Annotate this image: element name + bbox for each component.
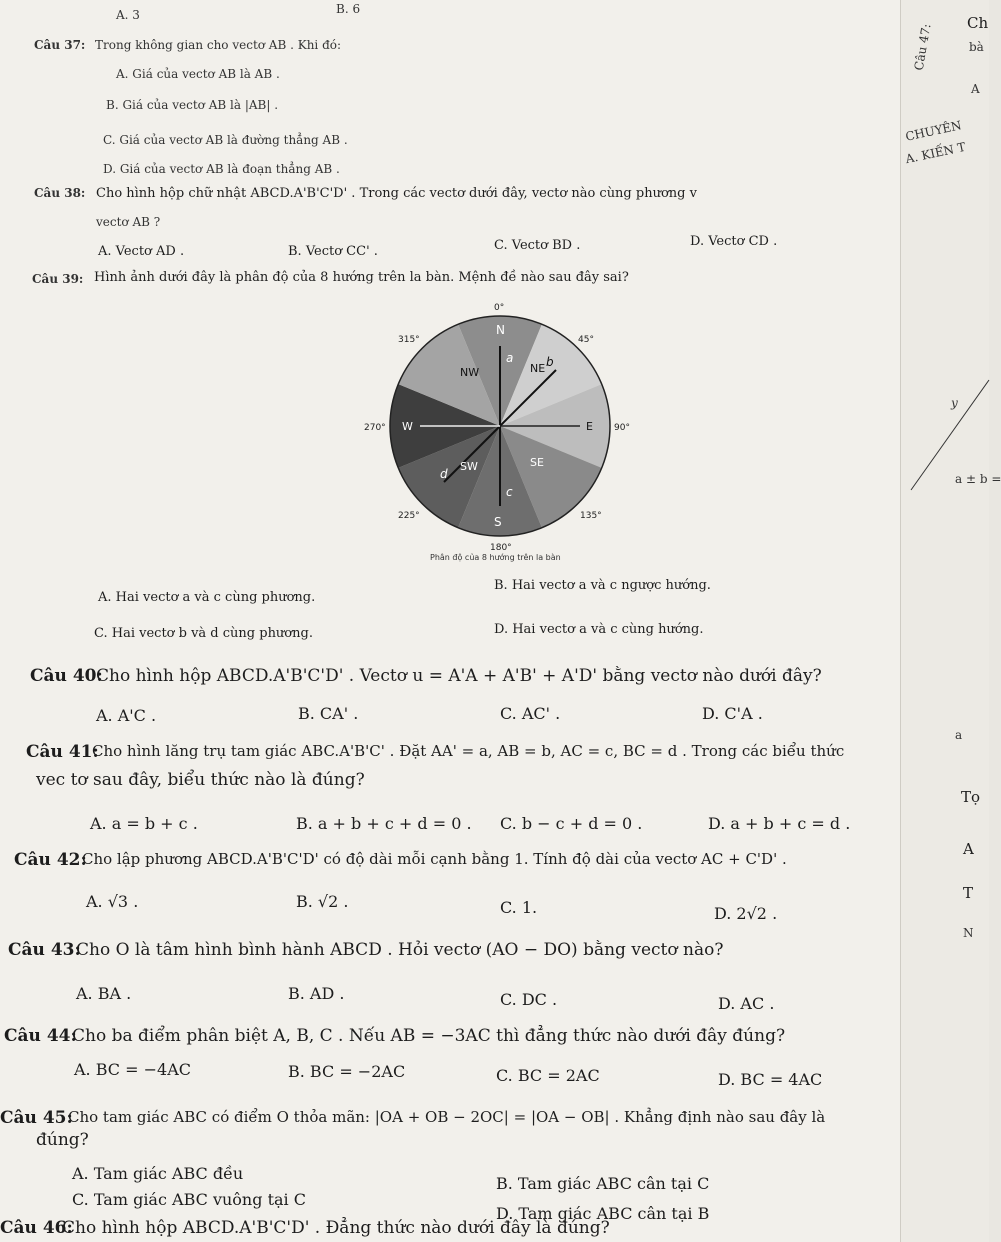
vector-a-label: a (506, 351, 514, 365)
question-45-head: Câu 45: (0, 1108, 73, 1128)
strip-chuyen: CHUYÊN (904, 118, 963, 144)
question-41-text: Cho hình lăng trụ tam giác ABC.A'B'C' . Đặt AA' = a, AB = b, AC = c, BC = d . Trong các biểu thức (92, 742, 845, 760)
question-45-text-2: đúng? (36, 1130, 89, 1150)
question-45-option-b: B. Tam giác ABC cân tại C (496, 1174, 710, 1193)
question-44-text: Cho ba điểm phân biệt A, B, C . Nếu AB = −3AC thì đẳng thức nào dưới đây đúng? (72, 1026, 786, 1046)
strip-ba: bà (969, 40, 984, 54)
question-38-option-d: D. Vectơ CD . (690, 234, 778, 249)
question-37-option-d: D. Giá của vectơ AB là đoạn thẳng AB . (103, 162, 340, 176)
strip-t: T (963, 884, 974, 902)
prev-option-b: B. 6 (336, 2, 361, 16)
degree-45: 45° (578, 335, 594, 345)
question-42-text: Cho lập phương ABCD.A'B'C'D' có độ dài mỗi cạnh bằng 1. Tính độ dài của vectơ AC + C'D' . (82, 850, 787, 868)
vector-b-label: b (546, 355, 554, 369)
degree-90: 90° (614, 423, 630, 433)
question-45-text: Cho tam giác ABC có điểm O thỏa mãn: |OA + OB − 2OC| = |OA − OB| . Khẳng định nào sau đây là (68, 1108, 826, 1126)
degree-0: 0° (494, 303, 505, 313)
question-45-option-c: C. Tam giác ABC vuông tại C (72, 1190, 306, 1209)
question-41-option-c: C. b − c + d = 0 . (500, 814, 643, 833)
question-37-option-a: A. Giá của vectơ AB là AB . (116, 67, 280, 81)
compass-label-s: S (494, 515, 502, 529)
strip-n: N (963, 926, 974, 940)
question-41-option-b: B. a + b + c + d = 0 . (296, 814, 472, 833)
question-40-option-b: B. CA' . (298, 704, 359, 723)
question-44-option-d: D. BC = 4AC (718, 1070, 823, 1089)
strip-sketch (901, 300, 989, 520)
question-38-option-a: A. Vectơ AD . (98, 244, 185, 259)
question-39-head: Câu 39: (32, 272, 84, 286)
vector-d-label: d (440, 467, 448, 481)
degree-270: 270° (364, 423, 386, 433)
strip-q47: Câu 47: (911, 22, 934, 72)
strip-ab: a ± b = (955, 472, 1001, 486)
question-42-option-a: A. √3 . (86, 892, 139, 911)
strip-a: A (971, 82, 980, 96)
strip-ch: Ch (967, 14, 989, 32)
question-37-text: Trong không gian cho vectơ AB . Khi đó: (95, 38, 342, 52)
question-46-head: Câu 46: (0, 1218, 73, 1238)
question-40-text: Cho hình hộp ABCD.A'B'C'D' . Vectơ u = A'A + A'B' + A'D' bằng vectơ nào dưới đây? (96, 666, 822, 686)
question-43-option-c: C. DC . (500, 990, 558, 1009)
question-43-head: Câu 43: (8, 940, 81, 960)
question-38-option-c: C. Vectơ BD . (494, 238, 581, 253)
question-38-head: Câu 38: (34, 186, 86, 200)
question-43-option-b: B. AD . (288, 984, 345, 1003)
question-39-option-d: D. Hai vectơ a và c cùng hướng. (494, 622, 704, 637)
question-45-option-d: D. Tam giác ABC cân tại B (496, 1204, 710, 1223)
strip-a2: a (955, 728, 963, 742)
compass-label-ne: NE (530, 362, 546, 375)
question-44-option-b: B. BC = −2AC (288, 1062, 406, 1081)
compass-label-sw: SW (460, 460, 478, 473)
question-43-text: Cho O là tâm hình bình hành ABCD . Hỏi vectơ (AO − DO) bằng vectơ nào? (76, 940, 724, 960)
compass-caption: Phân độ của 8 hướng trên la bàn (430, 553, 561, 562)
compass-label-e: E (586, 420, 593, 433)
strip-abar: A (963, 840, 974, 858)
question-41-head: Câu 41: (26, 742, 99, 762)
compass-label-se: SE (530, 456, 544, 469)
degree-135: 135° (580, 511, 602, 521)
question-38-option-b: B. Vectơ CC' . (288, 244, 378, 259)
degree-225: 225° (398, 511, 420, 521)
compass-figure (362, 296, 638, 566)
strip-y: y (951, 396, 958, 410)
prev-option-a: A. 3 (116, 8, 140, 22)
question-39-option-c: C. Hai vectơ b và d cùng phương. (94, 626, 313, 641)
question-37-head: Câu 37: (34, 38, 86, 52)
question-40-option-c: C. AC' . (500, 704, 561, 723)
strip-kien: A. KIẾN T (904, 139, 967, 167)
degree-180: 180° (490, 543, 512, 553)
question-43-option-d: D. AC . (718, 994, 775, 1013)
vector-c-label: c (506, 485, 513, 499)
question-46-text: Cho hình hộp ABCD.A'B'C'D' . Đẳng thức nào dưới đây là đúng? (62, 1218, 610, 1238)
question-39-option-b: B. Hai vectơ a và c ngược hướng. (494, 578, 711, 593)
question-37-option-b: B. Giá của vectơ AB là |AB| . (106, 98, 279, 112)
question-40-option-a: A. A'C . (96, 706, 157, 725)
compass-label-nw: NW (460, 366, 480, 379)
question-42-head: Câu 42: (14, 850, 87, 870)
question-42-option-c: C. 1. (500, 898, 538, 917)
question-41-option-d: D. a + b + c = d . (708, 814, 851, 833)
question-38-text: Cho hình hộp chữ nhật ABCD.A'B'C'D' . Trong các vectơ dưới đây, vectơ nào cùng phương v (96, 186, 697, 201)
question-44-option-c: C. BC = 2AC (496, 1066, 600, 1085)
question-40-head: Câu 40: (30, 666, 103, 686)
compass-label-n: N (496, 323, 505, 337)
question-45-option-a: A. Tam giác ABC đều (72, 1164, 244, 1183)
question-39-option-a: A. Hai vectơ a và c cùng phương. (98, 590, 316, 605)
question-44-head: Câu 44: (4, 1026, 77, 1046)
adjacent-page-strip (900, 0, 1001, 1242)
degree-315: 315° (398, 335, 420, 345)
question-42-option-b: B. √2 . (296, 892, 349, 911)
question-40-option-d: D. C'A . (702, 704, 763, 723)
compass-label-w: W (402, 420, 413, 433)
question-41-text-2: vec tơ sau đây, biểu thức nào là đúng? (36, 770, 365, 790)
question-38-text-2: vectơ AB ? (96, 215, 161, 229)
strip-to: Tọ (961, 788, 981, 806)
question-42-option-d: D. 2√2 . (714, 904, 778, 923)
question-44-option-a: A. BC = −4AC (74, 1060, 191, 1079)
question-37-option-c: C. Giá của vectơ AB là đường thẳng AB . (103, 133, 348, 147)
question-39-text: Hình ảnh dưới đây là phân độ của 8 hướng trên la bàn. Mệnh đề nào sau đây sai? (94, 270, 629, 285)
question-41-option-a: A. a = b + c . (90, 814, 198, 833)
question-43-option-a: A. BA . (76, 984, 132, 1003)
